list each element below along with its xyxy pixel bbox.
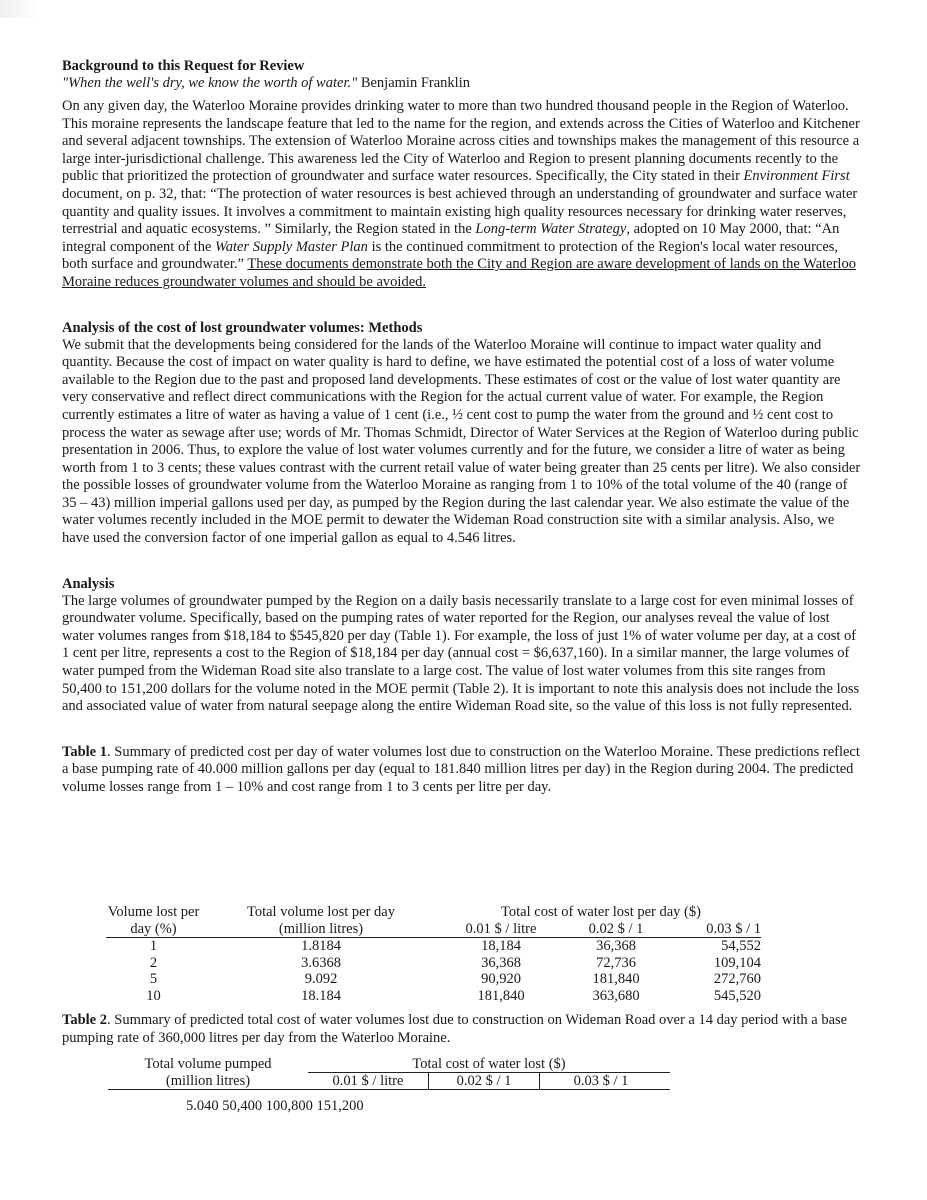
epigraph xyxy=(62,75,862,92)
table1-cell: 363,680 xyxy=(592,987,640,1004)
table1-cell: 54,552 xyxy=(721,938,761,955)
background-text-4: is the continued commitment to protection of the Region's local water resources, both surface and groundwater.” xyxy=(62,238,839,273)
table1-cell: 36,368 xyxy=(481,954,521,971)
table1-cell: 545,520 xyxy=(713,987,761,1004)
table2-caption-text: . Summary of predicted total cost of water volumes lost due to construction on Wideman Road over a 14 day period with a base pumping rate of 360,000 litres per day from the Waterloo Moraine. xyxy=(62,1012,848,1046)
table1-cell: 90,920 xyxy=(481,971,521,988)
table1-cell: 18,184 xyxy=(481,938,521,955)
table2-header-volume: Total volume pumped xyxy=(144,1056,272,1072)
table2-label: Table 2 xyxy=(62,1012,107,1028)
methods-heading: Analysis of the cost of lost groundwater volumes: Methods xyxy=(62,319,423,336)
table2-header-cost-1: 0.01 $ / litre xyxy=(308,1073,429,1090)
table1-cell: 3.6368 xyxy=(301,954,341,971)
table1-header-volume-unit: day (%) xyxy=(106,921,201,938)
table1-header-cost-1: 0.01 $ / litre xyxy=(441,921,561,938)
table2-header-rule xyxy=(308,1072,670,1073)
table1-cell: 18.184 xyxy=(301,987,341,1004)
table1-cell: 5 xyxy=(149,971,158,988)
background-heading: Background to this Request for Review xyxy=(62,58,305,74)
doc-title-long-term-water-strategy: Long-term Water Strategy xyxy=(475,221,627,238)
table2-header-cost-3: 0.03 $ / 1 xyxy=(573,1072,629,1089)
background-paragraph xyxy=(62,98,862,292)
table1-cell: 1.8184 xyxy=(301,938,341,955)
table1-cell: 109,104 xyxy=(713,954,761,971)
table1-cell: 181,840 xyxy=(477,987,525,1004)
table1-cell: 36,368 xyxy=(596,938,636,955)
table1-header-cost-2: 0.02 $ / 1 xyxy=(561,921,671,938)
table2 xyxy=(108,1056,670,1114)
table1-cell: 2 xyxy=(149,954,158,971)
table1-header-total: Total volume lost per day xyxy=(247,904,395,920)
table1-caption-text: . Summary of predicted cost per day of water volumes lost due to construction on the Waterloo Moraine. These predictions reflect a base pumping rate of 40.000 million gallons per day (equal to 181.840 million litres per day) in the Region during 2004. The predicted volume losses range from 1 – 10% and cost range from 1 to 3 cents per litre per day. xyxy=(62,743,860,795)
table1-header-cost: Total cost of water lost per day ($) xyxy=(501,904,701,920)
analysis-heading: Analysis xyxy=(62,575,115,592)
table1-cell: 9.092 xyxy=(304,971,338,988)
table-row xyxy=(106,971,761,988)
doc-title-water-supply-master-plan: Water Supply Master Plan xyxy=(215,238,368,255)
table2-header-cost: Total cost of water lost ($) xyxy=(412,1056,566,1072)
table1-cell: 181,840 xyxy=(592,971,640,988)
epigraph-author: Benjamin Franklin xyxy=(357,75,470,91)
table1-caption xyxy=(62,744,862,797)
document-page xyxy=(62,58,862,797)
scan-smudge xyxy=(0,0,40,18)
table1-header-total-unit: (million litres) xyxy=(201,921,441,938)
table-row xyxy=(106,988,761,1005)
table2-caption xyxy=(62,1012,862,1047)
table-row xyxy=(106,938,761,955)
table1-cell: 1 xyxy=(149,938,158,955)
table2-values-row: 5.040 50,400 100,800 151,200 xyxy=(186,1098,364,1114)
analysis-paragraph: The large volumes of groundwater pumped by the Region on a daily basis necessarily translate to a large cost for even minimal losses of groundwater volume. Specifically, based on the pumping rates of water reported for the Region, our analyses reveal the value of lost water volumes ranges from $18,184 to $545,820 per day (Table 1). For example, the loss of just 1% of water volume per day, at a cost of 1 cent per litre, represents a cost to the Region of $18,184 per day (annual cost = $6,637,160). In a similar manner, the large volumes of water pumped from the Wideman Road site also translate to a large cost. The value of lost water volumes from this site ranges from 50,400 to 151,200 dollars for the volume noted in the MOE permit (Table 2). It is important to note this analysis does not include the loss and associated value of water from natural seepage along the entire Wideman Road site, so the value of this loss is not fully represented. xyxy=(62,592,860,715)
table2-header-volume-unit: (million litres) xyxy=(165,1072,251,1089)
background-underlined-conclusion: These documents demonstrate both the City and Region are aware development of lands on the Waterloo Moraine reduces groundwater volumes and should be avoided. xyxy=(62,256,856,290)
table1-cell: 72,736 xyxy=(596,954,636,971)
background-text-2: document, on p. 32, that: “The protection of water resources is best achieved through an understanding of groundwater and surface water quantity and quality issues. It involves a commitment to maintain existing high quality resources necessary for drinking water reserves, terrestrial and aquatic ecosystems. ” Similarly, the Region stated in the xyxy=(62,185,858,238)
table1-label: Table 1 xyxy=(62,743,107,760)
doc-title-environment-first: Environment First xyxy=(743,168,850,185)
table2-header-cost-2: 0.02 $ / 1 xyxy=(429,1073,540,1090)
table1-cell: 272,760 xyxy=(713,971,761,988)
table1 xyxy=(106,904,761,1005)
table1-cell: 10 xyxy=(146,987,161,1004)
table1-header-cost-3: 0.03 $ / 1 xyxy=(671,921,761,938)
background-text-1: On any given day, the Waterloo Moraine provides drinking water to more than two hundred thousand people in the Region of Waterloo. This moraine represents the landscape feature that led to the name for the region, and extends across the Cities of Waterloo and Kitchener and several adjacent townships. The extension of Waterloo Moraine across cities and townships makes the management of this resource a large inter-jurisdictional challenge. This awareness led the City of Waterloo and Region to present planning documents recently to the public that prioritized the protection of groundwater and surface water resources. Specifically, the City stated in their xyxy=(62,98,860,185)
background-text-3: , adopted on 10 May 2000, that: “An integral component of the xyxy=(62,221,840,255)
epigraph-quote: "When the well's dry, we know the worth of water." xyxy=(62,75,358,91)
table-row xyxy=(106,955,761,972)
methods-paragraph: We submit that the developments being considered for the lands of the Waterloo Moraine will continue to impact water quality and quantity. Because the cost of impact on water quality is hard to define, we have estimated the potential cost of a loss of water volume available to the Region due to the past and proposed land developments. These estimates of cost or the value of lost water quantity are very conservative and reflect direct communications with the Region for the actual current value of water. For example, the Region currently estimates a litre of water as having a value of 1 cent (i.e., ½ cent cost to pump the water from the ground and ½ cent cost to process the water as sewage after use; words of Mr. Thomas Schmidt, Director of Water Services at the Region of Waterloo during public presentation in 2006. Thus, to explore the value of lost water volumes currently and for the future, we consider a litre of water as being worth from 1 to 3 cents; these values contrast with the current retail value of water being greater than 25 cents per litre). We also consider the possible losses of groundwater volume from the Waterloo Moraine as ranging from 1 to 10% of the total volume of the 40 (range of 35 – 43) million imperial gallons used per day, as pumped by the Region during the last calendar year. We also estimate the value of the water volumes recently included in the MOE permit to dewater the Wideman Road construction site with a similar analysis. Also, we have used the conversion factor of one imperial gallon as equal to 4.546 litres. xyxy=(62,336,861,547)
table1-header-volume: Volume lost per xyxy=(107,904,200,920)
